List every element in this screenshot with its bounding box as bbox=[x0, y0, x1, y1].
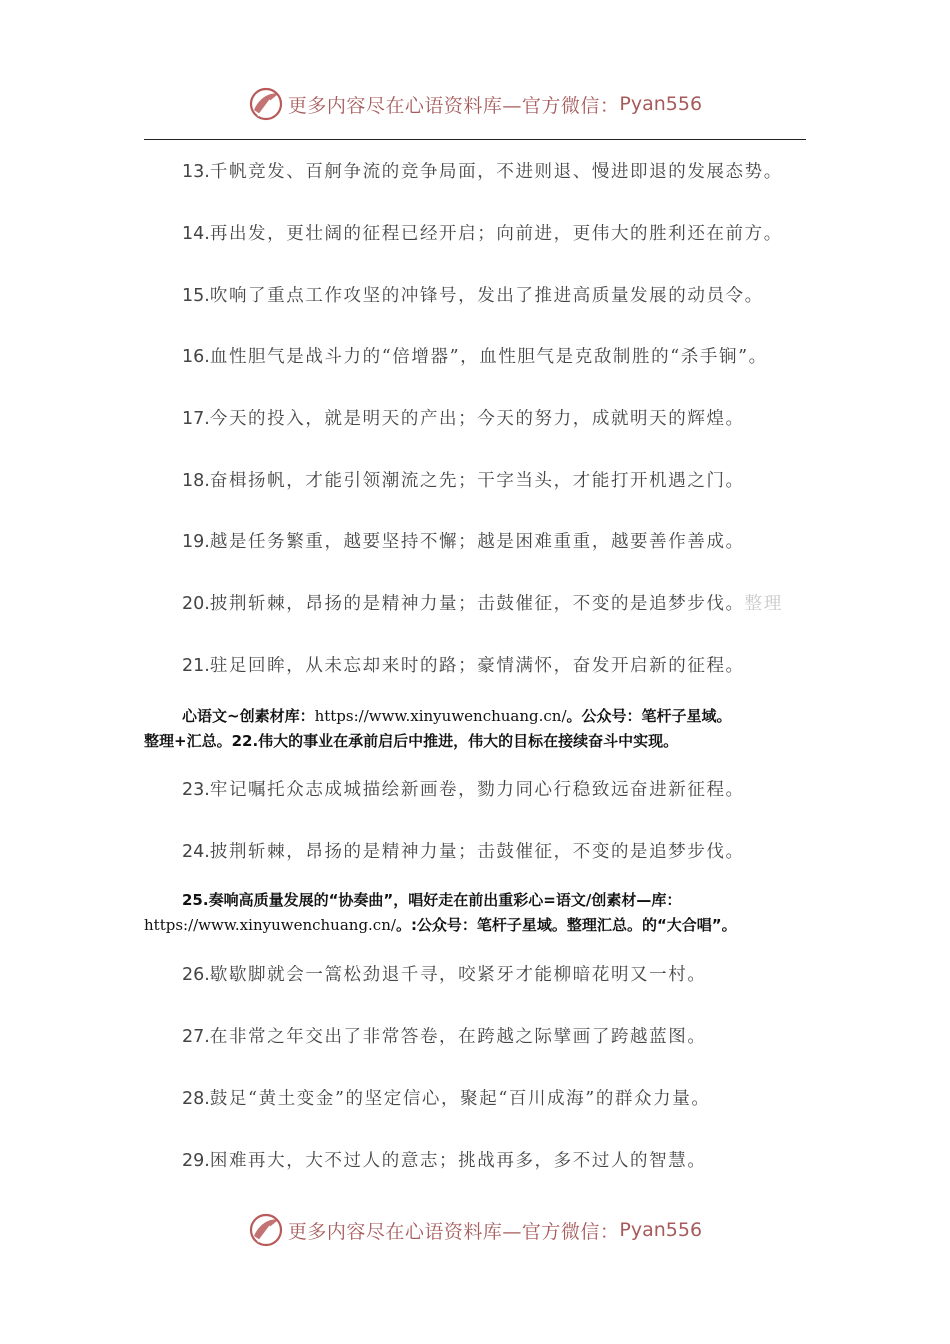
promo-url[interactable]: https://www.xinyuwenchuang.cn/ bbox=[144, 916, 396, 934]
list-item: 27.在非常之年交出了非常答卷，在跨越之际擘画了跨越蓝图。 bbox=[182, 1027, 707, 1047]
list-item: 14.再出发，更壮阔的征程已经开启；向前进，更伟大的胜利还在前方。 bbox=[182, 224, 783, 244]
list-item: 26.歇歇脚就会一篙松劲退千寻，咬紧牙才能柳暗花明又一村。 bbox=[182, 965, 707, 985]
footer-banner-text: 更多内容尽在心语资料库—官方微信： bbox=[287, 1220, 620, 1243]
promo-line-3: 25.奏响高质量发展的“协奏曲”，唱好走在前出重彩心=语文/创素材—库： bbox=[182, 891, 682, 909]
pen-logo-icon bbox=[248, 1212, 284, 1248]
list-item: 15.吹响了重点工作攻坚的冲锋号，发出了推进高质量发展的动员令。 bbox=[182, 286, 764, 306]
promo-line-1: 心语文~创素材库：https://www.xinyuwenchuang.cn/。公众号：笔杆子星域。 bbox=[182, 707, 732, 725]
list-item: 13.千帆竞发、百舸争流的竞争局面，不进则退、慢进即退的发展态势。 bbox=[182, 162, 783, 182]
header-banner bbox=[0, 84, 950, 124]
faint-watermark-text: 整理 bbox=[744, 594, 783, 614]
pen-logo-icon bbox=[248, 86, 284, 122]
header-wechat-id: Pyan556 bbox=[619, 93, 703, 115]
promo-line-4: https://www.xinyuwenchuang.cn/。:公众号：笔杆子星域。整理汇总。的“大合唱”。 bbox=[144, 916, 737, 934]
list-item: 21.驻足回眸，从未忘却来时的路；豪情满怀，奋发开启新的征程。 bbox=[182, 656, 745, 676]
footer-banner bbox=[0, 1210, 950, 1250]
list-item: 17.今天的投入，就是明天的产出；今天的努力，成就明天的辉煌。 bbox=[182, 409, 745, 429]
list-item: 28.鼓足“黄土变金”的坚定信心，聚起“百川成海”的群众力量。 bbox=[182, 1089, 711, 1109]
promo-url[interactable]: https://www.xinyuwenchuang.cn/ bbox=[314, 707, 567, 725]
list-item: 23.牢记嘱托众志成城描绘新画卷，勠力同心行稳致远奋进新征程。 bbox=[182, 780, 745, 800]
list-item: 19.越是任务繁重，越要坚持不懈；越是困难重重，越要善作善成。 bbox=[182, 532, 745, 552]
header-banner-text: 更多内容尽在心语资料库—官方微信： bbox=[287, 94, 620, 117]
list-item: 16.血性胆气是战斗力的“倍增器”，血性胆气是克敌制胜的“杀手锏”。 bbox=[182, 347, 768, 367]
list-item: 24.披荆斩棘，昂扬的是精神力量；击鼓催征，不变的是追梦步伐。 bbox=[182, 842, 745, 862]
header-divider bbox=[144, 139, 806, 140]
promo-line-2: 整理+汇总。22.伟大的事业在承前启后中推进，伟大的目标在接续奋斗中实现。 bbox=[144, 732, 679, 750]
footer-wechat-id: Pyan556 bbox=[619, 1219, 703, 1241]
list-item: 20.披荆斩棘，昂扬的是精神力量；击鼓催征，不变的是追梦步伐。整理 bbox=[182, 594, 783, 614]
list-item: 18.奋楫扬帆，才能引领潮流之先；干字当头，才能打开机遇之门。 bbox=[182, 471, 745, 491]
list-item: 29.困难再大，大不过人的意志；挑战再多，多不过人的智慧。 bbox=[182, 1151, 707, 1171]
